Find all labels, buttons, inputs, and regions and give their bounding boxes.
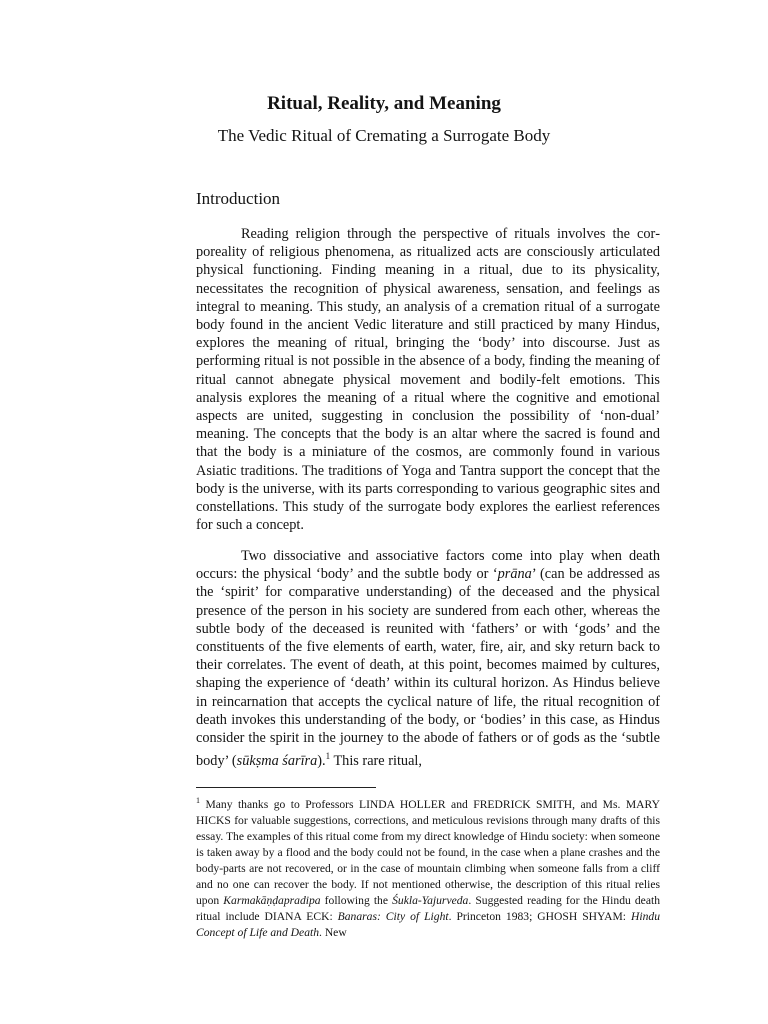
footnote-title-hindu-concept: Hindu Concept of Life and Death bbox=[196, 910, 660, 939]
prana-term: prāna bbox=[497, 566, 532, 583]
footnote-divider bbox=[196, 787, 376, 788]
section-heading: Introduction bbox=[196, 189, 281, 208]
footnote-text-a: Many thanks go to Professors LINDA HOLLER and FREDRICK SMITH, and Ms. MARY HICKS for valuable suggestions, corrections, and meticulous revisions through many drafts of this essay. The examples of this ritual come from my direct knowledge of Hindu society: when someone is taken away by a flood and the body could not be found, in the case when a plane crashes and the body-parts are not recovered, or in the case of mountain climbing when someone falls from a cliff and no one can recover the body. If not mentioned otherwise, the description of this ritual relies upon bbox=[196, 798, 660, 907]
paragraph-2-text-b: ’ (can be addressed as the ‘spirit’ for comparative understanding) of the deceased and the physical presence of the person in his society are sundered from each other, whereas the subtle body of the deceased is reunited with ‘fathers’ or with ‘gods’ and the constituents of the five elements of earth, water, fire, air, and sky return back to their correlates. The event of death, at this point, becomes maimed by cultures, shaping the experience of ‘death’ within its cultural horizon. As Hindus believe in reincarnation that accepts the cyclical nature of life, the ritual recognition of death invokes this understanding of the body, or ‘bodies’ in this case, as Hindus consider the spirit in the journey to the abode of fathers or of gods as the ‘subtle body’ ( bbox=[196, 566, 660, 770]
footnote-marker: 1 bbox=[196, 796, 200, 805]
paper-subtitle: The Vedic Ritual of Cremating a Surrogate Body bbox=[217, 126, 551, 145]
footnote-title-banaras: Banaras: City of Light bbox=[337, 910, 449, 923]
footnote-title-karmakandapradipa: Karmakāṇḍapradipa bbox=[223, 894, 321, 907]
paragraph-1: Reading religion through the perspective of rituals involves the corporeality of religious phenomena, as ritualized acts are consciously articulated physical functioning. Finding meaning in a ritual, due to its physicality, necessitates the recognition of physical awareness, sensation, and feelings as integral to meaning. This study, an analysis of a cremation ritual of a surrogate body found in the ancient Vedic literature and still practiced by many Hindus, explores the meaning of ritual, bringing the ‘body’ into discourse. Just as performing ritual is not possible in the absence of a body, finding the meaning of ritual cannot abnegate physical movement and bodily-felt emotions. This analysis explores the meaning of a ritual where the cognitive and emotional aspects are united, suggesting in conclusion the possibility of ‘non-dual’ meaning. The concepts that the body is an altar where the sacred is found and that the body is a miniature of the cosmos, are commonly found in various Asiatic traditions. The traditions of Yoga and Tantra support the concept that the body is the universe, with its parts corresponding to various geographic sites and constellations. This study of the surrogate body explores the earliest references for such a concept. bbox=[196, 226, 660, 534]
paragraph-2-text-a: Two dissociative and associative factors come into play when death occurs: the physical ‘body’ and the subtle body or ‘ bbox=[196, 548, 660, 583]
footnote-1 bbox=[196, 793, 660, 941]
paragraph-2 bbox=[196, 547, 660, 770]
footnote-text-b: following the bbox=[320, 894, 393, 907]
paper-title: Ritual, Reality, and Meaning bbox=[267, 93, 501, 114]
footnote-reference[interactable]: 1 bbox=[325, 751, 331, 762]
paragraph-2-text-c: ). bbox=[317, 753, 326, 770]
paragraph-2-text-d: This rare ritual, bbox=[330, 753, 422, 770]
footnote-text-c: . Suggested reading for the Hindu death ritual include DIANA ECK: bbox=[196, 894, 660, 923]
footnote-text-e: . New bbox=[319, 926, 347, 939]
footnote-title-sukla-yajurveda: Śukla-Yajurveda bbox=[392, 894, 469, 907]
footnote-text-d: . Princeton 1983; GHOSH SHYAM: bbox=[448, 910, 632, 923]
suksma-sarira-term: sūkṣma śarīra bbox=[236, 753, 318, 770]
